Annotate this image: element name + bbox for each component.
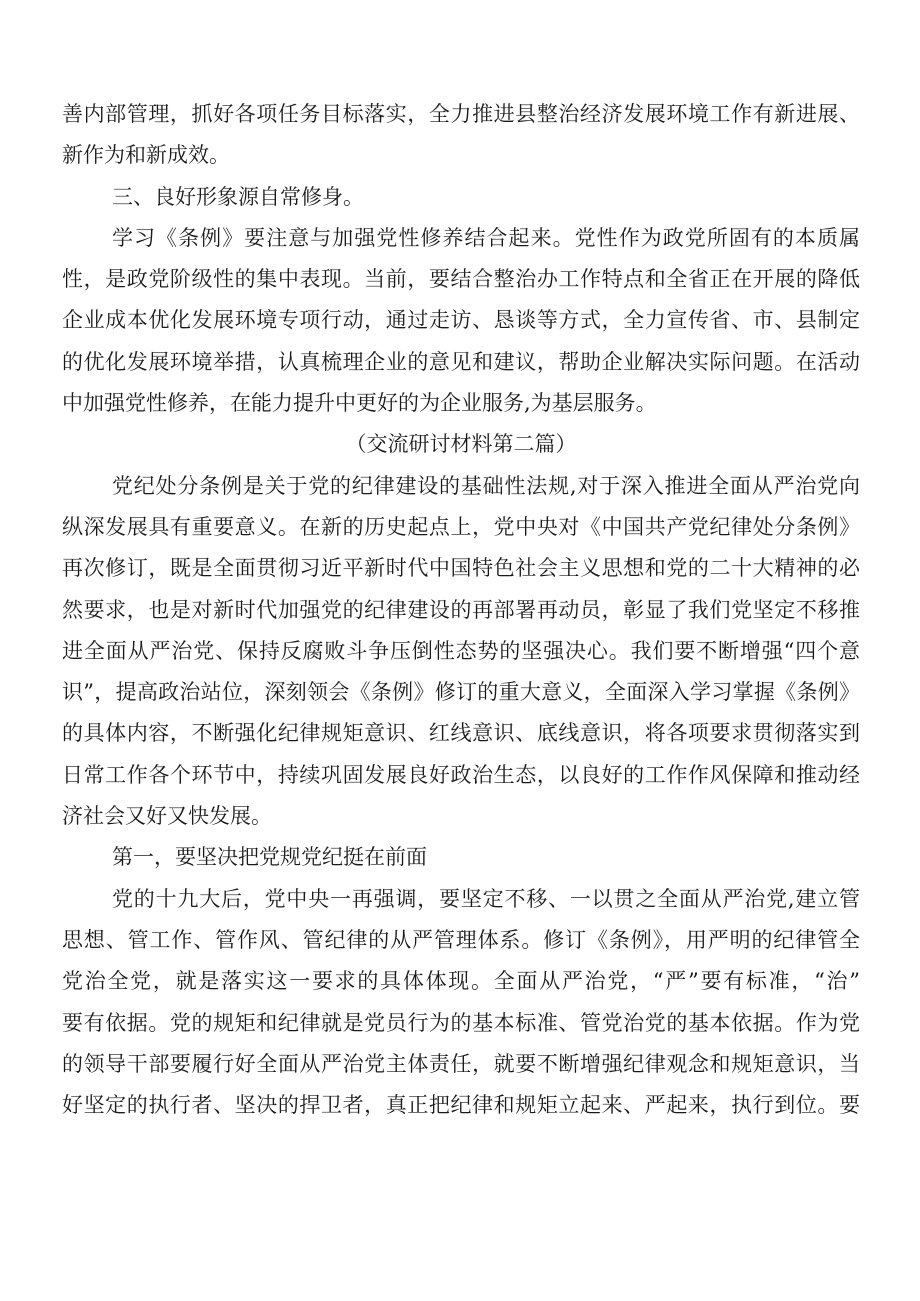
text-line: 党的十九大后，党中央一再强调，要坚定不移、一以贯之全面从严治党,建立管 [112, 886, 860, 911]
text-line: 的优化发展环境举措，认真梳理企业的意见和建议，帮助企业解决实际问题。在活动 [62, 349, 860, 374]
text-line: 纵深发展具有重要意义。在新的历史起点上，党中央对《中国共产党纪律处分条例》 [62, 514, 860, 539]
section-heading: 第一，要坚决把党规党纪挺在前面 [112, 845, 427, 870]
text-line: 的领导干部要履行好全面从严治党主体责任，就要不断增强纪律观念和规矩意识，当 [62, 1051, 860, 1076]
text-line: 新作为和新成效。 [62, 143, 230, 168]
text-line: 善内部管理，抓好各项任务目标落实，全力推进县整治经济发展环境工作有新进展、 [62, 102, 860, 126]
text-line: 党治全党，就是落实这一要求的具体体现。全面从严治党，“严”要有标准，“治” [62, 969, 860, 994]
text-line: 进全面从严治党、保持反腐败斗争压倒性态势的坚强决心。我们要不断增强“四个意 [62, 638, 860, 663]
text-line: 思想、管工作、管作风、管纪律的从严管理体系。修订《条例》，用严明的纪律管全 [62, 927, 860, 952]
text-line: 中加强党性修养，在能力提升中更好的为企业服务,为基层服务。 [62, 391, 657, 416]
article-subtitle: （交流研讨材料第二篇） [345, 432, 577, 457]
text-line: 日常工作各个环节中，持续巩固发展良好政治生态，以良好的工作作风保障和推动经 [62, 762, 860, 787]
text-line: 然要求，也是对新时代加强党的纪律建设的再部署再动员，彰显了我们党坚定不移推 [62, 597, 860, 622]
text-line: 的具体内容，不断强化纪律规矩意识、红线意识、底线意识，将各项要求贯彻落实到 [62, 721, 860, 746]
text-line: 好坚定的执行者、坚决的捍卫者，真正把纪律和规矩立起来、严起来，执行到位。要 [62, 1093, 860, 1118]
text-line: 性，是政党阶级性的集中表现。当前，要结合整治办工作特点和全省正在开展的降低 [62, 267, 860, 292]
section-heading: 三、良好形象源自常修身。 [112, 184, 364, 209]
text-line: 企业成本优化发展环境专项行动，通过走访、恳谈等方式，全力宣传省、市、县制定 [62, 308, 860, 333]
text-line: 要有依据。党的规矩和纪律就是党员行为的基本标准、管党治党的基本依据。作为党 [62, 1010, 860, 1035]
text-line: 党纪处分条例是关于党的纪律建设的基础性法规,对于深入推进全面从严治党向 [112, 473, 860, 498]
text-line: 济社会又好又快发展。 [62, 804, 272, 829]
document-page [62, 94, 860, 1126]
text-line: 识”，提高政治站位，深刻领会《条例》修订的重大意义，全面深入学习掌握《条例》 [62, 680, 860, 705]
text-line: 再次修订，既是全面贯彻习近平新时代中国特色社会主义思想和党的二十大精神的必 [62, 556, 860, 581]
text-line: 学习《条例》要注意与加强党性修养结合起来。党性作为政党所固有的本质属 [112, 225, 860, 250]
